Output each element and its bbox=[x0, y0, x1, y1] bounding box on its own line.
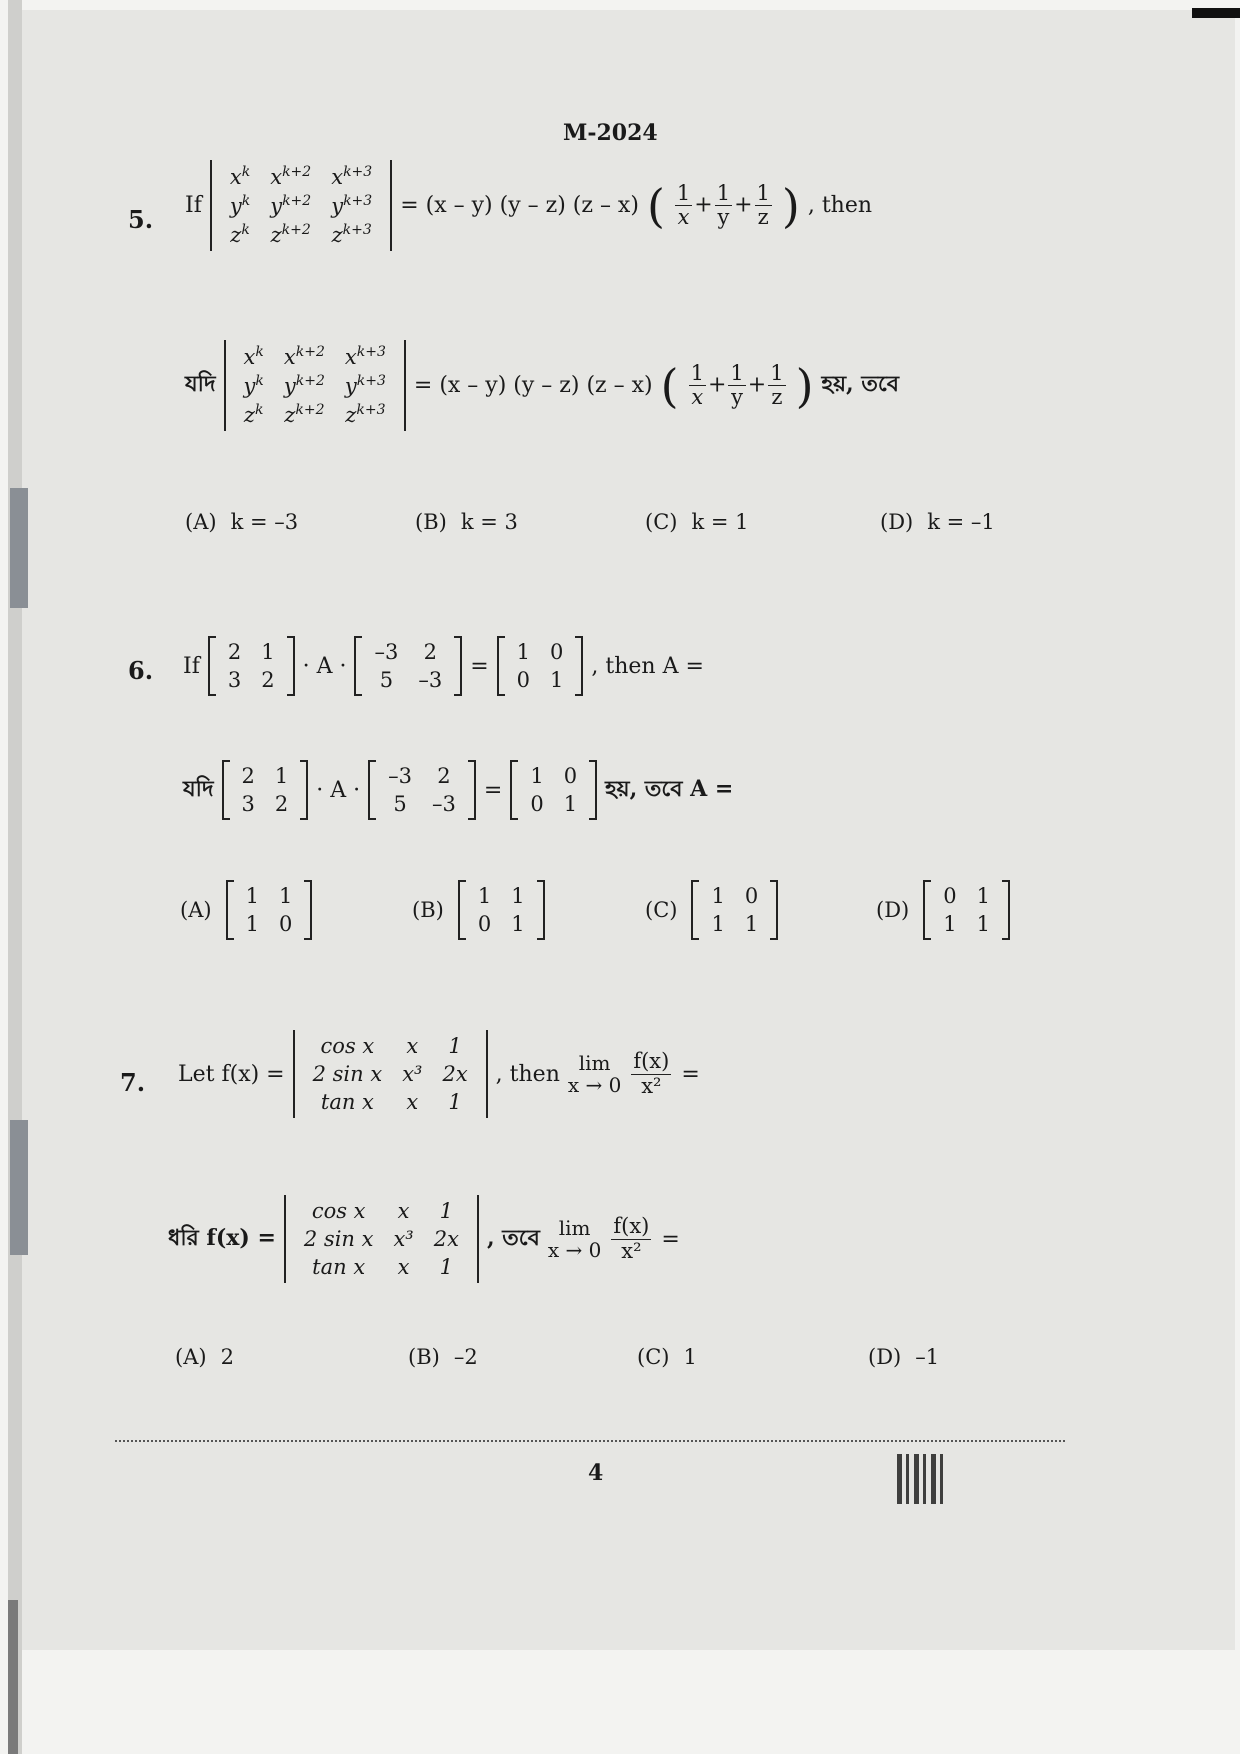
q6-bengali bbox=[183, 760, 733, 820]
equals: = bbox=[483, 777, 503, 803]
cell: 1 bbox=[516, 640, 531, 664]
equals: = bbox=[661, 1226, 680, 1252]
q6-matrix-1 bbox=[208, 636, 295, 696]
q7-option-a[interactable]: (A) 2 bbox=[175, 1345, 234, 1369]
cell: $y^{k+2}$ bbox=[270, 193, 312, 218]
cell: x³ bbox=[393, 1227, 414, 1251]
fraction bbox=[768, 362, 785, 409]
cell: $y^{k+3}$ bbox=[344, 373, 386, 398]
cell: 1 bbox=[278, 884, 293, 908]
cell: cos x bbox=[311, 1199, 366, 1223]
numerator: 1 bbox=[690, 360, 704, 385]
footer-rule bbox=[115, 1440, 1065, 1442]
cell: x bbox=[397, 1199, 410, 1223]
q6-matrix-3 bbox=[497, 636, 584, 696]
fraction bbox=[755, 182, 772, 229]
side-binding-mark bbox=[10, 1120, 28, 1255]
q6-option-d[interactable]: (D) 0 1 1 1 bbox=[876, 880, 1010, 940]
q5-prefix: If bbox=[185, 193, 202, 218]
cell: 1 bbox=[711, 912, 725, 936]
plus: + bbox=[694, 192, 713, 218]
equals: = bbox=[681, 1061, 700, 1087]
q7-limit: lim x → 0 bbox=[567, 1051, 622, 1097]
cell: $x^k$ bbox=[229, 164, 251, 189]
paper-sheet bbox=[10, 10, 1235, 1650]
q7-fraction-bn: $\frac{f(x)}{\text{x²}}$ bbox=[613, 1214, 650, 1263]
q6-prefix: If bbox=[183, 653, 200, 679]
numerator: 1 bbox=[770, 360, 784, 385]
q6-english bbox=[183, 636, 704, 696]
page-number: 4 bbox=[588, 1460, 604, 1486]
cell: 1 bbox=[439, 1199, 454, 1223]
plus: + bbox=[707, 372, 727, 398]
q6-suffix-bn: হয়, তবে A = bbox=[605, 775, 734, 802]
cell: $x^{k+3}$ bbox=[344, 344, 386, 369]
cell: x bbox=[397, 1255, 410, 1279]
cell: 1 bbox=[530, 764, 544, 788]
q7-suffix: , then bbox=[495, 1061, 560, 1087]
cell: 1 bbox=[477, 884, 492, 908]
cell: $x^k$ bbox=[243, 344, 264, 369]
q5-bengali bbox=[185, 340, 899, 431]
q7-determinant-bn bbox=[284, 1195, 479, 1283]
numerator: 1 bbox=[730, 360, 744, 385]
q5-rhs-bn: = (x – y) (y – z) (z – x) bbox=[413, 373, 653, 398]
cell: 0 bbox=[530, 792, 544, 816]
cell: 1 bbox=[274, 764, 289, 788]
qr-code bbox=[897, 1454, 947, 1504]
q7-fraction: $\frac{f(x)}{\text{x²}}$ bbox=[633, 1049, 670, 1098]
q7-limit-bn: lim x → 0 bbox=[547, 1216, 602, 1262]
q5-english bbox=[185, 160, 872, 251]
cell: 0 bbox=[278, 912, 293, 936]
q6-prefix-bn: যদি bbox=[183, 775, 214, 802]
fraction bbox=[675, 182, 692, 229]
cell: –3 bbox=[432, 792, 456, 816]
cell: x³ bbox=[402, 1062, 423, 1086]
cell: 1 bbox=[563, 792, 578, 816]
cell: $y^{k+3}$ bbox=[331, 193, 373, 218]
cell: 3 bbox=[227, 668, 242, 692]
cell: 2 bbox=[227, 640, 242, 664]
q5-determinant-bn bbox=[224, 340, 406, 431]
cell: $z^{k+2}$ bbox=[284, 402, 325, 427]
cell: 2 sin x bbox=[312, 1062, 383, 1086]
q6-option-b[interactable]: (B) 1 1 0 1 bbox=[412, 880, 545, 940]
numerator: 1 bbox=[716, 180, 731, 205]
cell: 1 bbox=[550, 668, 564, 692]
cell: –3 bbox=[374, 640, 399, 664]
denominator: y bbox=[731, 385, 744, 409]
cell: 1 bbox=[511, 884, 525, 908]
q6-option-a[interactable]: (A) 1 1 1 0 bbox=[180, 880, 312, 940]
denominator: x bbox=[691, 385, 704, 409]
cell: 0 bbox=[563, 764, 578, 788]
q7-determinant bbox=[293, 1030, 488, 1118]
denominator: z bbox=[757, 205, 769, 229]
cell: $z^{k+3}$ bbox=[345, 402, 386, 427]
q6-option-c[interactable]: (C) 1 0 1 1 bbox=[645, 880, 778, 940]
cell: 2x bbox=[442, 1062, 468, 1086]
q7-option-d[interactable]: (D) –1 bbox=[868, 1345, 940, 1369]
cell: 2 bbox=[423, 640, 437, 664]
q6-mid: · A · bbox=[302, 653, 347, 679]
q7-prefix: Let f(x) = bbox=[178, 1061, 285, 1087]
q5-fraction-sum-bn bbox=[687, 362, 788, 409]
cell: tan x bbox=[320, 1090, 374, 1114]
cell: 0 bbox=[943, 884, 957, 908]
q7-suffix-bn: , তবে bbox=[486, 1224, 540, 1251]
cell: $y^{k+2}$ bbox=[283, 373, 325, 398]
q6-matrix-1-bn bbox=[222, 760, 309, 820]
scan-edge-dark bbox=[8, 1600, 18, 1754]
q7-english bbox=[178, 1030, 700, 1118]
cell: 0 bbox=[516, 668, 531, 692]
paren: ) bbox=[781, 178, 800, 233]
q6-suffix: , then A = bbox=[591, 653, 704, 679]
cell: 1 bbox=[744, 912, 759, 936]
q7-option-c[interactable]: (C) 1 bbox=[637, 1345, 697, 1369]
cell: $z^{k+3}$ bbox=[331, 222, 372, 247]
cell: 2 sin x bbox=[303, 1227, 374, 1251]
numerator: 1 bbox=[756, 180, 770, 205]
fraction bbox=[689, 362, 706, 409]
plus: + bbox=[747, 372, 767, 398]
cell: 1 bbox=[261, 640, 275, 664]
question-number: 7. bbox=[120, 1068, 146, 1097]
q7-prefix-bn: ধরি f(x) = bbox=[168, 1224, 276, 1251]
cell: 0 bbox=[744, 884, 759, 908]
q5-rhs: = (x – y) (y – z) (z – x) bbox=[400, 193, 639, 218]
denominator: z bbox=[771, 385, 783, 409]
cell: 1 bbox=[711, 884, 725, 908]
cell: 2 bbox=[261, 668, 275, 692]
cell: 1 bbox=[943, 912, 957, 936]
cell: 1 bbox=[976, 912, 990, 936]
denominator: y bbox=[717, 205, 730, 229]
cell: $y^k$ bbox=[229, 193, 251, 218]
cell: x bbox=[406, 1090, 419, 1114]
cell: $z^k$ bbox=[243, 402, 264, 427]
paper-code: M-2024 bbox=[563, 120, 658, 146]
cell: 2 bbox=[437, 764, 451, 788]
q5-option-d[interactable]: (D) k = –1 bbox=[880, 510, 995, 534]
cell: –3 bbox=[388, 764, 413, 788]
q5-suffix: , then bbox=[807, 193, 873, 218]
numerator: 1 bbox=[676, 180, 691, 205]
scan-edge bbox=[8, 0, 22, 1754]
cell: tan x bbox=[312, 1255, 366, 1279]
cell: 0 bbox=[477, 912, 492, 936]
cell: x bbox=[406, 1034, 419, 1058]
cell: 2x bbox=[433, 1227, 459, 1251]
fraction bbox=[728, 362, 745, 409]
q6-mid-bn: · A · bbox=[316, 777, 361, 803]
cell: $x^{k+2}$ bbox=[283, 344, 325, 369]
cell: 1 bbox=[448, 1034, 462, 1058]
cell: 5 bbox=[379, 668, 394, 692]
denominator: x bbox=[677, 205, 690, 229]
cell: $z^k$ bbox=[230, 222, 250, 247]
fraction bbox=[715, 182, 732, 229]
paren: ( bbox=[660, 358, 679, 413]
cell: –3 bbox=[418, 668, 443, 692]
q5-option-b[interactable]: (B) k = 3 bbox=[415, 510, 518, 534]
q7-bengali bbox=[168, 1195, 680, 1283]
q5-fraction-sum bbox=[673, 182, 774, 229]
q6-matrix-2 bbox=[354, 636, 462, 696]
q5-option-a[interactable]: (A) k = –3 bbox=[185, 510, 299, 534]
cell: 5 bbox=[393, 792, 407, 816]
cell: 2 bbox=[274, 792, 289, 816]
cell: $x^{k+3}$ bbox=[331, 164, 373, 189]
cell: cos x bbox=[320, 1034, 375, 1058]
cell: 1 bbox=[245, 884, 259, 908]
equals: = bbox=[470, 653, 489, 679]
q5-option-c[interactable]: (C) k = 1 bbox=[645, 510, 749, 534]
cell: $z^{k+2}$ bbox=[270, 222, 311, 247]
cell: $x^{k+2}$ bbox=[270, 164, 312, 189]
paren: ) bbox=[795, 358, 814, 413]
cell: $y^k$ bbox=[243, 373, 264, 398]
q7-option-b[interactable]: (B) –2 bbox=[408, 1345, 478, 1369]
cell: 0 bbox=[550, 640, 564, 664]
paren: ( bbox=[646, 178, 665, 233]
cell: 1 bbox=[448, 1090, 462, 1114]
cell: 1 bbox=[976, 884, 990, 908]
q6-matrix-2-bn bbox=[368, 760, 476, 820]
question-number: 5. bbox=[128, 205, 154, 234]
plus: + bbox=[734, 192, 753, 218]
cell: 3 bbox=[241, 792, 255, 816]
cell: 1 bbox=[245, 912, 259, 936]
q5-prefix-bn: যদি bbox=[185, 371, 216, 397]
q6-matrix-3-bn bbox=[510, 760, 597, 820]
scan-corner-mark bbox=[1192, 8, 1240, 18]
question-number: 6. bbox=[128, 656, 154, 685]
cell: 1 bbox=[439, 1255, 454, 1279]
cell: 1 bbox=[511, 912, 525, 936]
cell: 2 bbox=[241, 764, 255, 788]
q5-suffix-bn: হয়, তবে bbox=[821, 371, 899, 397]
side-binding-mark bbox=[10, 488, 28, 608]
q5-determinant bbox=[210, 160, 392, 251]
